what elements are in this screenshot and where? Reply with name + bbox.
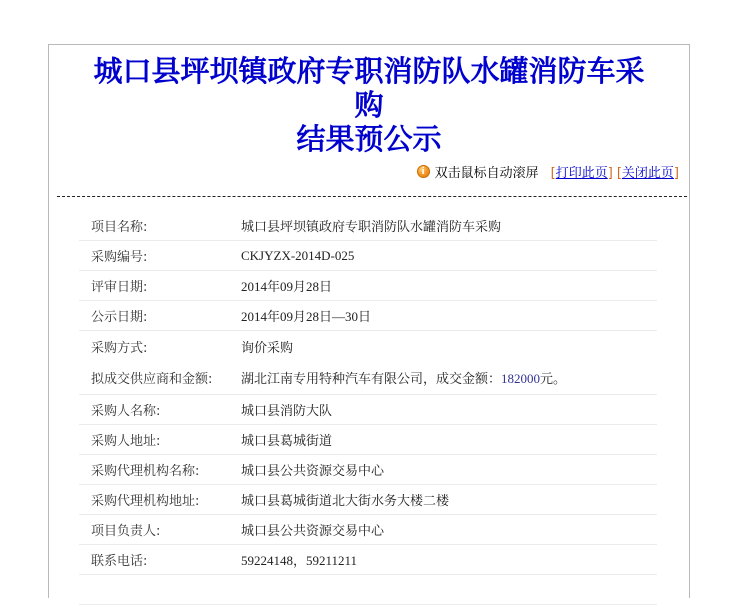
- bracket-open: [: [550, 165, 556, 181]
- page-title-line-1: 城口县坪坝镇政府专职消防队水罐消防车采购: [93, 54, 645, 122]
- table-row-supplier-and-amount: [79, 361, 657, 395]
- table-row-purchaser-address: [79, 425, 657, 455]
- row-value: CKJYZX-2014D-025: [241, 247, 355, 263]
- table-row-procurement-method: [79, 331, 657, 361]
- row-value: 城口县公共资源交易中心: [241, 523, 385, 538]
- table-row-agency-name: [79, 455, 657, 485]
- row-value: [241, 368, 657, 387]
- supplier-text: 湖北江南专用特种汽车有限公司，成交金额：: [241, 371, 502, 386]
- row-value: 59224148，59211211: [241, 553, 358, 568]
- row-value: 城口县消防大队: [241, 403, 333, 418]
- row-label: 公示日期:: [91, 310, 148, 325]
- close-page-link[interactable]: 关闭此页: [621, 165, 674, 181]
- bracket-open: [: [616, 165, 622, 181]
- amount-unit: 元。: [540, 371, 567, 386]
- row-label: 采购代理机构地址:: [91, 494, 200, 509]
- row-label: 联系电话:: [91, 554, 148, 569]
- info-table: [79, 211, 657, 605]
- table-row-agency-address: [79, 485, 657, 515]
- table-row-empty: [79, 575, 657, 605]
- bracket-close: ]: [673, 165, 679, 181]
- dashed-divider: [57, 196, 687, 197]
- row-label: 项目名称:: [91, 220, 148, 235]
- toolbar: [417, 162, 679, 180]
- row-label: 采购方式:: [91, 340, 148, 356]
- deal-amount: 182000: [501, 371, 541, 386]
- row-value: 城口县葛城街道: [241, 433, 333, 448]
- row-value: 询价采购: [241, 339, 294, 355]
- autoscroll-hint: 双击鼠标自动滚屏: [434, 165, 539, 181]
- page-title: [87, 54, 652, 156]
- row-label: 评审日期:: [91, 280, 148, 295]
- row-label: 采购编号:: [91, 250, 148, 265]
- print-page-link[interactable]: 打印此页: [555, 165, 608, 181]
- close-link-group: [617, 162, 679, 181]
- table-row-publicity-date: [79, 301, 657, 331]
- row-label: 采购代理机构名称:: [91, 464, 200, 479]
- row-value: 2014年09月28日: [241, 279, 333, 294]
- table-row-review-date: [79, 271, 657, 301]
- print-link-group: [551, 162, 613, 181]
- info-icon: [417, 165, 430, 178]
- row-label: 采购人地址:: [91, 434, 161, 449]
- row-value: 城口县葛城街道北大街水务大楼二楼: [241, 493, 450, 508]
- table-row-purchaser-name: [79, 395, 657, 425]
- row-value: 城口县坪坝镇政府专职消防队水罐消防车采购: [241, 219, 502, 234]
- row-value: 城口县公共资源交易中心: [241, 463, 385, 478]
- row-label: 采购人名称:: [91, 404, 161, 419]
- table-row-contact-phone: [79, 545, 657, 575]
- table-row-project-manager: [79, 515, 657, 545]
- row-label: 项目负责人:: [91, 524, 161, 539]
- bracket-close: ]: [607, 165, 613, 181]
- row-label: 拟成交供应商和金额:: [91, 372, 213, 387]
- table-row-project-name: [79, 211, 657, 241]
- row-value: 2014年09月28日—30日: [241, 309, 372, 324]
- announcement-panel: [48, 44, 690, 598]
- table-row-procurement-number: [79, 241, 657, 271]
- page-title-line-2: 结果预公示: [296, 122, 442, 156]
